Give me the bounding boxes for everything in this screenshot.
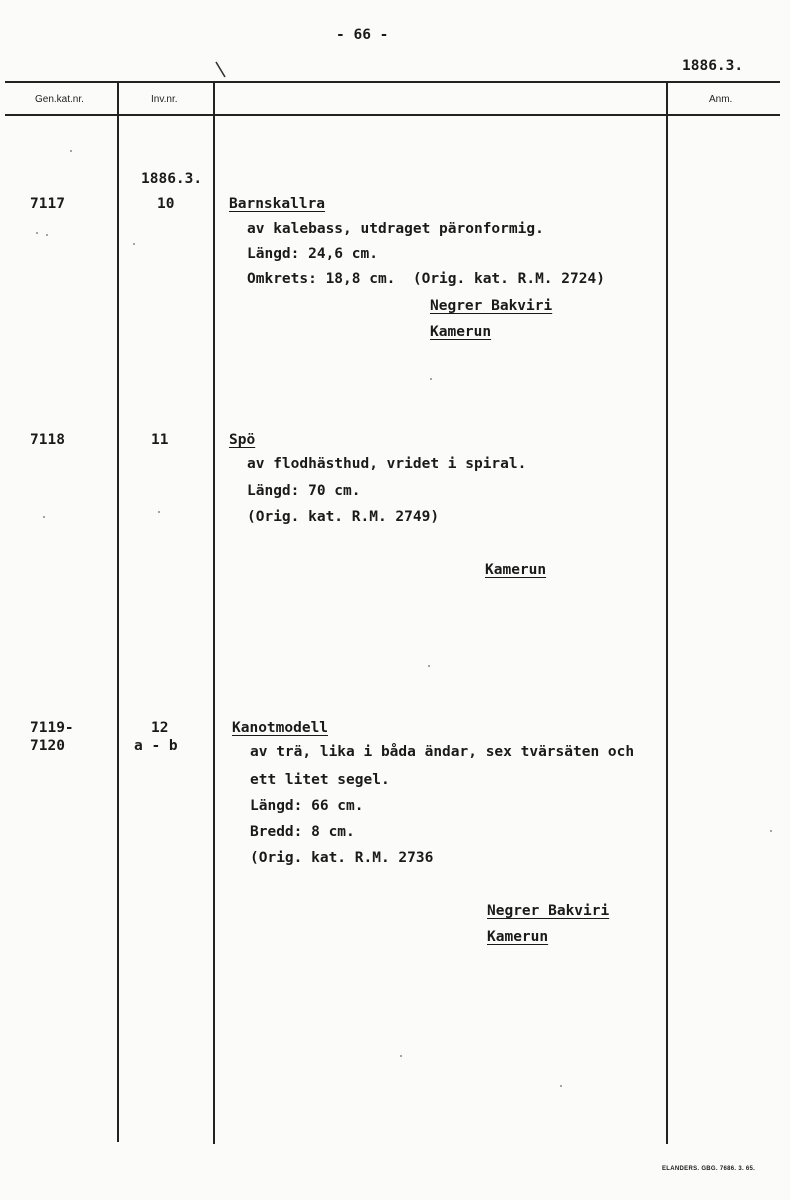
entry-1-line-2: Längd: 24,6 cm. — [247, 246, 378, 262]
scan-speck — [70, 150, 72, 152]
ledger-reference: 1886.3. — [682, 58, 744, 74]
entry-1-origin-place: Kamerun — [430, 324, 492, 340]
scan-speck — [133, 243, 135, 245]
scan-speck — [158, 511, 160, 513]
entry-3-line-4: Bredd: 8 cm. — [250, 824, 355, 840]
entry-2-gen-number: 7118 — [30, 432, 65, 448]
entry-3-line-5: (Orig. kat. R.M. 2736 — [250, 850, 434, 866]
entry-1-origin-people: Negrer Bakviri — [430, 298, 553, 314]
entry-1-line-3: Omkrets: 18,8 cm. (Orig. kat. R.M. 2724) — [247, 271, 605, 287]
entry-2-line-3: (Orig. kat. R.M. 2749) — [247, 509, 440, 525]
entry-2-title: Spö — [229, 432, 256, 448]
entry-3-inv-suffix: a - b — [134, 738, 178, 754]
scan-speck — [400, 1055, 402, 1057]
scan-speck — [560, 1085, 562, 1087]
entry-3-line-3: Längd: 66 cm. — [250, 798, 364, 814]
scan-speck — [430, 378, 432, 380]
entry-1-inv-number: 10 — [157, 196, 175, 212]
header-top-rule — [5, 81, 780, 83]
column-header-inv: Inv.nr. — [151, 94, 178, 105]
column-header-gen-kat: Gen.kat.nr. — [35, 94, 84, 105]
entry-3-line-2: ett litet segel. — [250, 772, 390, 788]
entry-3-origin-people: Negrer Bakviri — [487, 903, 610, 919]
entry-3-gen-number-end: 7120 — [30, 738, 65, 754]
entry-1-gen-number: 7117 — [30, 196, 65, 212]
column-divider-desc-anm — [666, 82, 668, 1144]
entry-3-gen-number-start: 7119- — [30, 720, 74, 736]
page-number: - 66 - — [336, 27, 389, 43]
header-bottom-rule — [5, 114, 780, 116]
section-year: 1886.3. — [141, 171, 203, 187]
scan-speck — [428, 665, 430, 667]
scan-speck — [770, 830, 772, 832]
pen-mark-icon — [214, 60, 228, 80]
column-divider-gen-inv — [117, 82, 119, 1142]
printer-imprint: ELANDERS. GBG. 7686. 3. 65. — [662, 1166, 756, 1172]
entry-2-line-1: av flodhästhud, vridet i spiral. — [247, 456, 527, 472]
column-divider-inv-desc — [213, 82, 215, 1144]
entry-3-inv-number: 12 — [151, 720, 169, 736]
scan-speck — [36, 232, 38, 234]
entry-3-title: Kanotmodell — [232, 720, 329, 736]
entry-2-inv-number: 11 — [151, 432, 169, 448]
entry-3-line-1: av trä, lika i båda ändar, sex tvärsäten och — [250, 744, 635, 760]
scan-speck — [46, 234, 48, 236]
entry-1-title: Barnskallra — [229, 196, 326, 212]
entry-1-line-1: av kalebass, utdraget päronformig. — [247, 221, 544, 237]
column-header-anm: Anm. — [709, 94, 733, 105]
scan-speck — [43, 516, 45, 518]
entry-2-line-2: Längd: 70 cm. — [247, 483, 361, 499]
entry-2-origin-place: Kamerun — [485, 562, 547, 578]
entry-3-origin-place: Kamerun — [487, 929, 549, 945]
